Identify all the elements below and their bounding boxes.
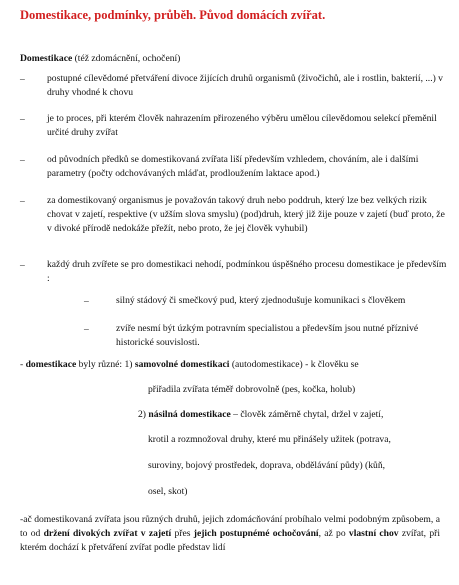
- heading-rest: (též zdomácnění, ochočení): [72, 53, 181, 64]
- list-dash: –: [20, 155, 25, 166]
- list-dash: –: [20, 74, 25, 85]
- domestication-types-line1: - domestikace byly různé: 1) samovolné domestikaci (autodomestikace) - k člověku se: [20, 359, 359, 370]
- list-item: každý druh zvířete se pro domestikaci nehodí, podmínkou úspěšného procesu domestikace je především :: [47, 259, 447, 284]
- list-dash: –: [20, 196, 25, 207]
- sub-list-item: zvíře nesmí být úzkým potravním specialistou a především jsou nutné příznivé historické souvislosti.: [116, 323, 419, 348]
- section-heading: [20, 52, 180, 66]
- domestication-type2-line2: krotil a rozmnožoval druhy, které mu přinášely užitek (potrava,: [148, 434, 391, 445]
- heading-bold: Domestikace: [20, 53, 73, 64]
- list-dash: –: [20, 260, 25, 271]
- list-item: od původních předků se domestikovaná zvířata liší především vzhledem, chováním, ale i dalšími parametry (počty odchovávaných mláďat, prodloužením laktace apod.): [47, 154, 419, 179]
- final-paragraph: -ač domestikovaná zvířata jsou různých druhů, jejich zdomácňování probíhalo velmi podobným způsobem, a to od držení divokých zvířat v zajetí přes jejich postupnémé ochočování, až po vlastní chov zvířat, při kterém dochází k přetváření zvířat podle představ lidí: [20, 514, 441, 553]
- document-title: Domestikace, podmínky, průběh. Původ domácích zvířat.: [20, 8, 326, 22]
- domestication-type2-line4: osel, skot): [148, 486, 188, 497]
- list-item: za domestikovaný organismus je považován takový druh nebo poddruh, který lze bez velkých rizik chovat v zajetí, respektive (v užším slova smyslu) (pod)druh, který již žije pouze v zajetí (buď proto, že v divoké přírodě nedokáže přežít, nebo proto, že jej člověk vyhubil): [47, 195, 445, 234]
- list-item: je to proces, při kterém člověk nahrazením přirozeného výběru umělou cílevědomou selekcí přeměnil určité druhy zvířat: [47, 113, 437, 138]
- domestication-type2-line1: 2) násilná domestikace – člověk záměrně chytal, držel v zajetí,: [138, 409, 384, 420]
- sub-list-item: silný stádový či smečkový pud, který zjednodušuje komunikaci s člověkem: [116, 295, 406, 306]
- domestication-type2-line3: suroviny, bojový prostředek, doprava, obdělávání půdy) (kůň,: [148, 460, 386, 471]
- list-item: postupné cílevědomé přetváření divoce žijících druhů organismů (živočichů, ale i rostlin, bakterií, ...) v druhy vhodné k chovu: [47, 73, 443, 98]
- sub-list-dash: –: [84, 324, 89, 335]
- list-dash: –: [20, 114, 25, 125]
- domestication-type1-line2: přiřadila zvířata téměř dobrovolně (pes, kočka, holub): [148, 384, 356, 395]
- sub-list-dash: –: [84, 296, 89, 307]
